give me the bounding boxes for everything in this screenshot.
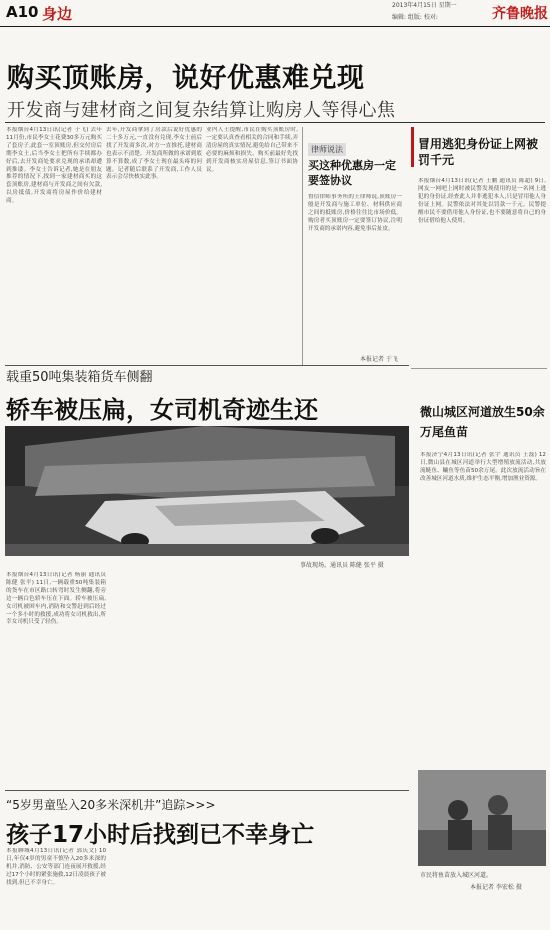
story3-body-col3 [214,848,308,928]
section-name: 身边 [42,5,73,23]
divider [5,122,545,123]
sidebar-title: 买这种优惠房一定要签协议 [308,159,396,187]
release-photo-image [418,770,546,866]
sidebar-body: 鲁信律师事务所的王律师说,顶账房一般是开发商与施工单位、材料供应商之间的抵账房,价格往往比市场价低。购房者买顶账房一定要签订协议,注明开发商的承诺内容,避免事后扯皮。 [308,194,402,232]
photo-caption: 事故现场。通讯员 陈健 张平 摄 [300,562,384,569]
story2-body-col2 [110,572,210,782]
box2-photo-caption: 市民将鱼苗放入城区河道。 [420,872,493,879]
story3-body-col4 [312,848,408,928]
lead-body-col3: 业内人士提醒,市民在购买顶账房时,一定要认真查看相关的合同和手续,弄清房屋的真实情况,避免给自己带来不必要的麻烦和损失。购买前最好先找到开发商核实房屋信息,签订书面协议。 [206,127,298,173]
box1-headline: 冒用逃犯身份证上网被罚千元 [418,137,539,167]
sidebar-reporter: 本报记者 于飞 [360,356,398,363]
box2-headline: 微山城区河道放生50余万尾鱼苗 [420,405,545,439]
story2-kicker: 载重50吨集装箱货车侧翻 [6,370,153,385]
date-line: 2013年4月15日 星期一 [392,2,457,9]
story2-body-col1: 本报烟台4月13日讯(记者 杨丽 通讯员 陈健 张平) 11日,一辆载重50吨集装箱的货车在市区路口转弯时发生侧翻,将旁边一辆白色轿车压在下面。轿车被压扁,女司机被困车内,消防和交警赶到后经过一个多小时的救援,成功将女司机救出,所幸女司机只受了轻伤。 [6,572,106,626]
page-number: A10 [6,3,39,21]
box1-body: 本报烟台4月13日讯(记者 王鹏 通讯员 陈超) 9日,网友一网吧上网时被民警发现使用的是一名网上逃犯的身份证,经查此人并非逃犯本人,只是冒用他人身份证上网。民警依法对其处以罚款一千元。民警提醒市民不要借用他人身份证,也不要随意将自己的身份证借给他人使用。 [418,178,546,224]
story3-headline: 孩子17小时后找到已不幸身亡 [6,822,315,848]
story3-body-col1: 本报聊城4月13日讯(记者 郭庆文) 10日,年仅4岁的男童不慎坠入20多米深的机井,消防、公安等部门连夜展开救援,经过17个小时的紧张施救,12日凌晨孩子被找到,但已不幸身亡。 [6,848,106,886]
story3-kicker: “5岁男童坠入20多米深机井”追踪>>> [6,798,216,812]
story2-body-col4 [312,572,408,782]
sidebar-label: 律师说法 [308,143,346,156]
accident-photo [5,426,409,556]
editor-line: 编辑: 组版: 校对: [392,14,438,21]
release-photo [418,770,546,866]
accident-photo-image [5,426,409,556]
story3-body-col2 [110,848,210,928]
lead-body-col1: 本报烟台4月13日讯(记者 于飞) 去年11月份,市民李女士花费30多万元购买了套房子,此套一室顶账房,但交付房后期李女士,后当李女士把所有手续都办好后,去开发商处要求兑现的承诺却遭到推诿。李女士告诉记者,她是在朋友推荐的情况下,找到一家建材商买的这套顶账房,建材商与开发商之间有欠款,以房抵债,开发商将房屋作价给建材商。 [6,127,102,205]
divider [411,368,547,369]
box2-reporter: 本报记者 李宏松 摄 [470,884,522,891]
lead-headline: 购买顶账房，说好优惠难兑现 [7,63,365,94]
story2-headline: 轿车被压扁，女司机奇迹生还 [6,396,318,424]
lead-body-col2: 去年,开发商拿到了房款后说好优惠的二十多万元,一直没有兑现,李女士前后找了开发商多次,对方一直推托,建材商也表示不清楚。开发商所做的承诺到底算不算数,成了李女士现在最头疼的问题。记者随后联系了开发商,工作人员表示会尽快核实此事。 [106,127,202,181]
lead-subhead: 开发商与建材商之间复杂结算让购房人等得心焦 [7,100,396,121]
box2-body: 本报济宁4月13日讯(记者 张宇 通讯员 王磊) 12日,微山县在城区河道举行大型增殖放流活动,共放流鲢鱼、鳙鱼等鱼苗50余万尾。此次放流活动旨在改善城区河道水质,维护生态平衡,增加渔业资源。 [420,452,546,482]
divider [5,790,409,791]
story2-body-col3 [214,572,308,782]
masthead-logo: 齐鲁晚报 [492,6,548,22]
accent-bar [411,127,414,167]
